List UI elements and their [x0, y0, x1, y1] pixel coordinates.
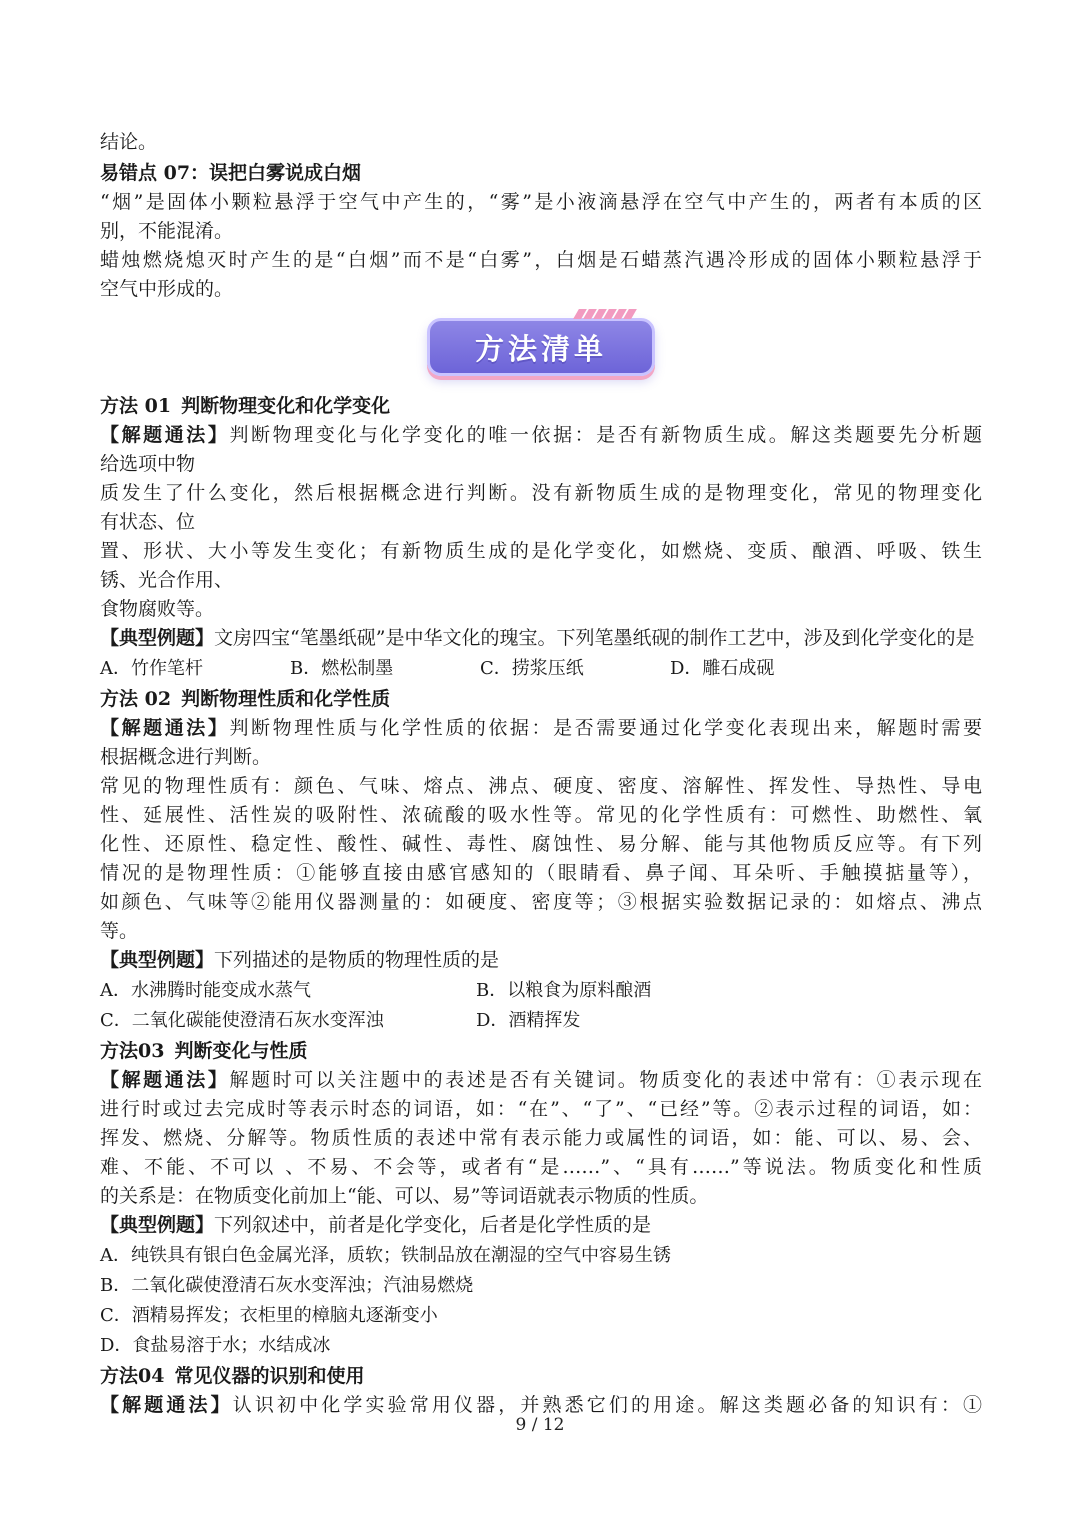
- stripe-decoration: [576, 309, 634, 319]
- paragraph-line: 化性、还原性、稳定性、酸性、碱性、毒性、腐蚀性、易分解、能与其他物质反应等。有下列: [100, 833, 982, 855]
- option-b: B．二氧化碳使澄清石灰水变浑浊；汽油易燃烧: [100, 1275, 474, 1296]
- document-body: [100, 128, 982, 1420]
- method-title: 判断物理变化和化学变化: [181, 395, 391, 417]
- paragraph-line: 质发生了什么变化，然后根据概念进行判断。没有新物质生成的是物理变化，常见的物理变化: [100, 482, 982, 504]
- example-tag: 【典型例题】: [100, 1214, 215, 1236]
- method-number: 方法03: [100, 1040, 165, 1062]
- option-b: B．燃松制墨: [290, 658, 394, 679]
- paragraph-line: 食物腐败等。: [100, 598, 215, 620]
- paragraph-line: “烟”是固体小颗粒悬浮于空气中产生的，“雾”是小液滴悬浮在空气中产生的，两者有本质的区: [100, 191, 982, 213]
- paragraph-line: 常见的物理性质有：颜色、气味、熔点、沸点、硬度、密度、溶解性、挥发性、导热性、导电: [100, 775, 982, 797]
- method-title: 判断变化与性质: [174, 1040, 308, 1062]
- method-tag: 【解题通法】: [100, 1069, 230, 1091]
- paragraph-line: 难、不能、不可以 、不易、不会等，或者有“是……”、“具有……”等说法。物质变化和性质: [100, 1156, 982, 1178]
- mistake7-title: 易错点 07：误把白雾说成白烟: [100, 162, 362, 184]
- paragraph-line: 等。: [100, 920, 139, 942]
- paragraph-line: 【解题通法】解题时可以关注题中的表述是否有关键词。物质变化的表述中常有：①表示现在: [100, 1069, 982, 1091]
- banner-label: 方法清单: [474, 331, 607, 366]
- paragraph-line: 有状态、位: [100, 511, 196, 533]
- option-a: A．水沸腾时能变成水蒸气: [100, 980, 311, 1001]
- method-number: 方法 01: [100, 395, 172, 417]
- paragraph-line: 【解题通法】判断物理性质与化学性质的依据：是否需要通过化学变化表现出来，解题时需要: [100, 717, 982, 739]
- paragraph-line: 【解题通法】判断物理变化与化学变化的唯一依据：是否有新物质生成。解这类题要先分析题: [100, 424, 982, 446]
- method-heading: [100, 1037, 982, 1066]
- paragraph-line: 性、延展性、活性炭的吸附性、浓硫酸的吸水性等。常见的化学性质有：可燃性、助燃性、氧: [100, 804, 982, 826]
- method-number: 方法 02: [100, 688, 172, 710]
- paragraph-line: 如颜色、气味等②能用仪器测量的：如硬度、密度等；③根据实验数据记录的：如熔点、沸点: [100, 891, 982, 913]
- option-d: D．酒精挥发: [476, 1010, 581, 1031]
- paragraph-line: 挥发、燃烧、分解等。物质性质的表述中常有表示能力或属性的词语，如：能、可以、易、会、: [100, 1127, 982, 1149]
- option-b: B．以粮食为原料酿酒: [476, 980, 652, 1001]
- page-number: 9 / 12: [515, 1415, 565, 1435]
- method-tag: 【解题通法】: [100, 717, 230, 739]
- answer-options: [100, 976, 982, 1005]
- example-tag: 【典型例题】: [100, 949, 215, 971]
- example-tag: 【典型例题】: [100, 627, 215, 649]
- example-line: 【典型例题】下列描述的是物质的物理性质的是: [100, 949, 500, 971]
- method-heading: [100, 1362, 982, 1391]
- paragraph-line: 根据概念进行判断。: [100, 746, 272, 768]
- method-list-banner: [427, 318, 655, 376]
- example-line: 【典型例题】文房四宝“笔墨纸砚”是中华文化的瑰宝。下列笔墨纸砚的制作工艺中，涉及到化学变化的是: [100, 627, 975, 649]
- paragraph-line: 给选项中物: [100, 453, 196, 475]
- option-d: D．雕石成砚: [670, 658, 775, 679]
- method-heading: [100, 392, 982, 421]
- example-line: 【典型例题】下列叙述中，前者是化学变化，后者是化学性质的是: [100, 1214, 652, 1236]
- intro-tail: 结论。: [100, 131, 158, 153]
- answer-options: [100, 1006, 982, 1035]
- paragraph-line: 的关系是：在物质变化前加上“能、可以、易”等词语就表示物质的性质。: [100, 1185, 709, 1207]
- method-title: 常见仪器的识别和使用: [174, 1365, 365, 1387]
- paragraph-line: 蜡烛燃烧熄灭时产生的是“白烟”而不是“白雾”，白烟是石蜡蒸汽遇冷形成的固体小颗粒悬浮于: [100, 249, 982, 271]
- paragraph-line: 置、形状、大小等发生变化；有新物质生成的是化学变化，如燃烧、变质、酿酒、呼吸、铁生: [100, 540, 982, 562]
- section-banner: [100, 306, 982, 388]
- method-number: 方法04: [100, 1365, 165, 1387]
- paragraph-line: 情况的是物理性质：①能够直接由感官感知的（眼睛看、鼻子闻、耳朵听、手触摸掂量等），: [100, 862, 982, 884]
- answer-options: [100, 654, 982, 683]
- method-title: 判断物理性质和化学性质: [181, 688, 391, 710]
- option-c: C．酒精易挥发；衣柜里的樟脑丸逐渐变小: [100, 1305, 438, 1326]
- method-tag: 【解题通法】: [100, 1394, 233, 1416]
- option-d: D．食盐易溶于水；水结成冰: [100, 1335, 331, 1356]
- option-a: A．纯铁具有银白色金属光泽，质软；铁制品放在潮湿的空气中容易生锈: [100, 1245, 671, 1266]
- paragraph-line: 进行时或过去完成时等表示时态的词语，如：“在”、“了”、“已经”等。②表示过程的词语，如：: [100, 1098, 982, 1120]
- option-c: C．捞浆压纸: [480, 658, 584, 679]
- paragraph-line: 锈、光合作用、: [100, 569, 234, 591]
- option-a: A．竹作笔杆: [100, 658, 203, 679]
- method-tag: 【解题通法】: [100, 424, 230, 446]
- paragraph-line: 别，不能混淆。: [100, 220, 234, 242]
- paragraph-line: 【解题通法】认识初中化学实验常用仪器，并熟悉它们的用途。解这类题必备的知识有：①: [100, 1394, 982, 1416]
- method-heading: [100, 685, 982, 714]
- option-c: C．二氧化碳能使澄清石灰水变浑浊: [100, 1010, 384, 1031]
- paragraph-line: 空气中形成的。: [100, 278, 234, 300]
